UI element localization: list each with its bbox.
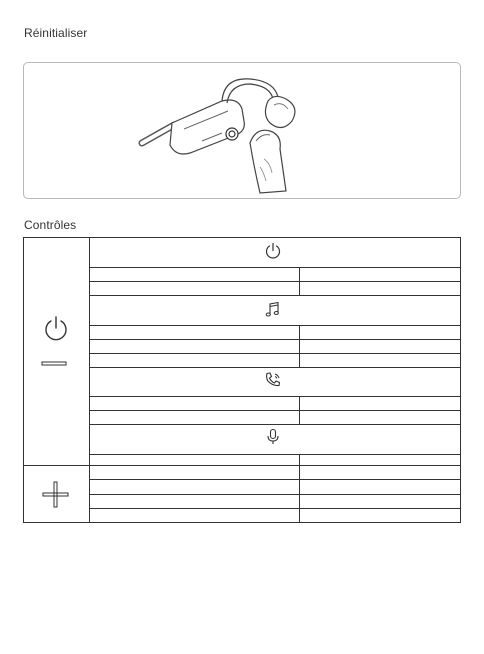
power-icon [41, 314, 71, 344]
table-column-divider [299, 454, 300, 465]
phone-call-icon [264, 371, 282, 389]
table-row-divider [89, 281, 461, 282]
music-note-icon [264, 301, 282, 319]
table-row-divider [89, 479, 461, 480]
table-row-divider [89, 396, 461, 397]
controls-table [23, 237, 461, 523]
minus-icon [41, 361, 71, 367]
headset-reset-illustration [24, 63, 462, 200]
plus-button-cell [24, 466, 89, 523]
table-row-divider [89, 267, 461, 268]
table-row-divider [89, 454, 461, 455]
table-column-divider [299, 325, 300, 367]
table-row-divider [89, 353, 461, 354]
microphone-icon [264, 428, 282, 446]
table-column-divider [299, 465, 300, 523]
controls-section-title: Contrôles [24, 218, 77, 232]
table-row-divider [89, 295, 461, 296]
table-row-divider [89, 508, 461, 509]
power-icon [264, 242, 282, 260]
table-row-divider [89, 325, 461, 326]
table-row-divider [89, 424, 461, 425]
table-column-divider [299, 267, 300, 295]
table-row-divider [89, 410, 461, 411]
table-row-divider [89, 494, 461, 495]
table-row-divider [89, 465, 461, 466]
table-column-divider [299, 396, 300, 424]
reset-section-title: Réinitialiser [24, 26, 88, 40]
table-row-divider [89, 367, 461, 368]
power-minus-button-cell [24, 238, 89, 465]
plus-icon [41, 480, 71, 510]
reset-illustration-frame [23, 62, 461, 199]
table-row-divider [89, 339, 461, 340]
